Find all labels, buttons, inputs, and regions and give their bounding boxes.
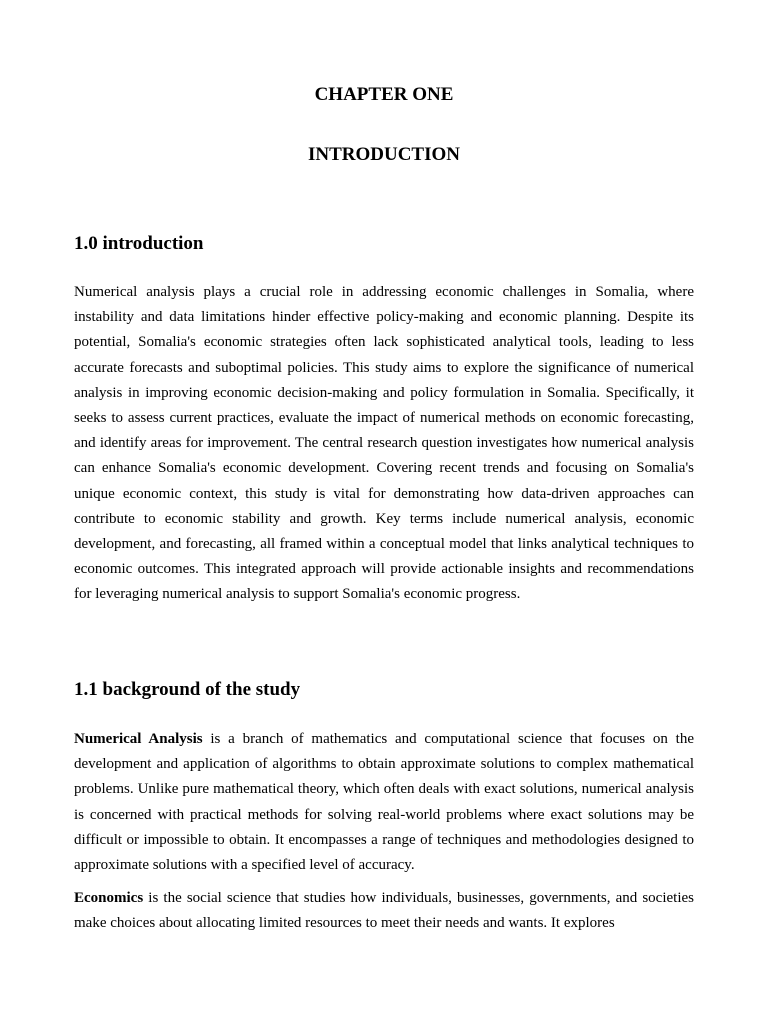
chapter-title: CHAPTER ONE [314, 84, 454, 105]
definition-text: is a branch of mathematics and computational science that focuses on the development and application of algorithms to obtain approximate solutions to complex mathematical problems. Unlike pure mathematical theory, which often deals with exact solutions, numerical analysis is concerned with practical methods for solving real-world problems where exact solutions may be difficult or impossible to obtain. It encompasses a range of techniques and methodologies designed to approximate solutions with a specified level of accuracy. [74, 731, 694, 874]
chapter-subtitle: INTRODUCTION [307, 144, 461, 165]
definition-term: Numerical Analysis [74, 731, 203, 747]
section-heading-introduction: 1.0 introduction [74, 233, 204, 254]
definition-economics [74, 886, 694, 936]
definition-term: Economics [74, 890, 144, 906]
section-heading-background: 1.1 background of the study [74, 679, 301, 700]
definition-numerical-analysis [74, 727, 694, 878]
definition-text: is the social science that studies how individuals, businesses, governments, and societies make choices about allocating limited resources to meet their needs and wants. It explores [74, 890, 694, 932]
introduction-paragraph: Numerical analysis plays a crucial role in addressing economic challenges in Somalia, where instability and data limitations hinder effective policy-making and economic planning. Despite its potential, Somalia's economic strategies often lack sophisticated analytical tools, leading to less accurate forecasts and suboptimal policies. This study aims to explore the significance of numerical analysis in improving economic decision-making and policy formulation in Somalia. Specifically, it seeks to assess current practices, evaluate the impact of numerical methods on economic forecasting, and identify areas for improvement. The central research question investigates how numerical analysis can enhance Somalia's economic development. Covering recent trends and focusing on Somalia's unique economic context, this study is vital for demonstrating how data-driven approaches can contribute to economic stability and growth. Key terms include numerical analysis, economic development, and forecasting, all framed within a conceptual model that links analytical techniques to economic outcomes. This integrated approach will provide actionable insights and recommendations for leveraging numerical analysis to support Somalia's economic progress. [74, 284, 694, 603]
